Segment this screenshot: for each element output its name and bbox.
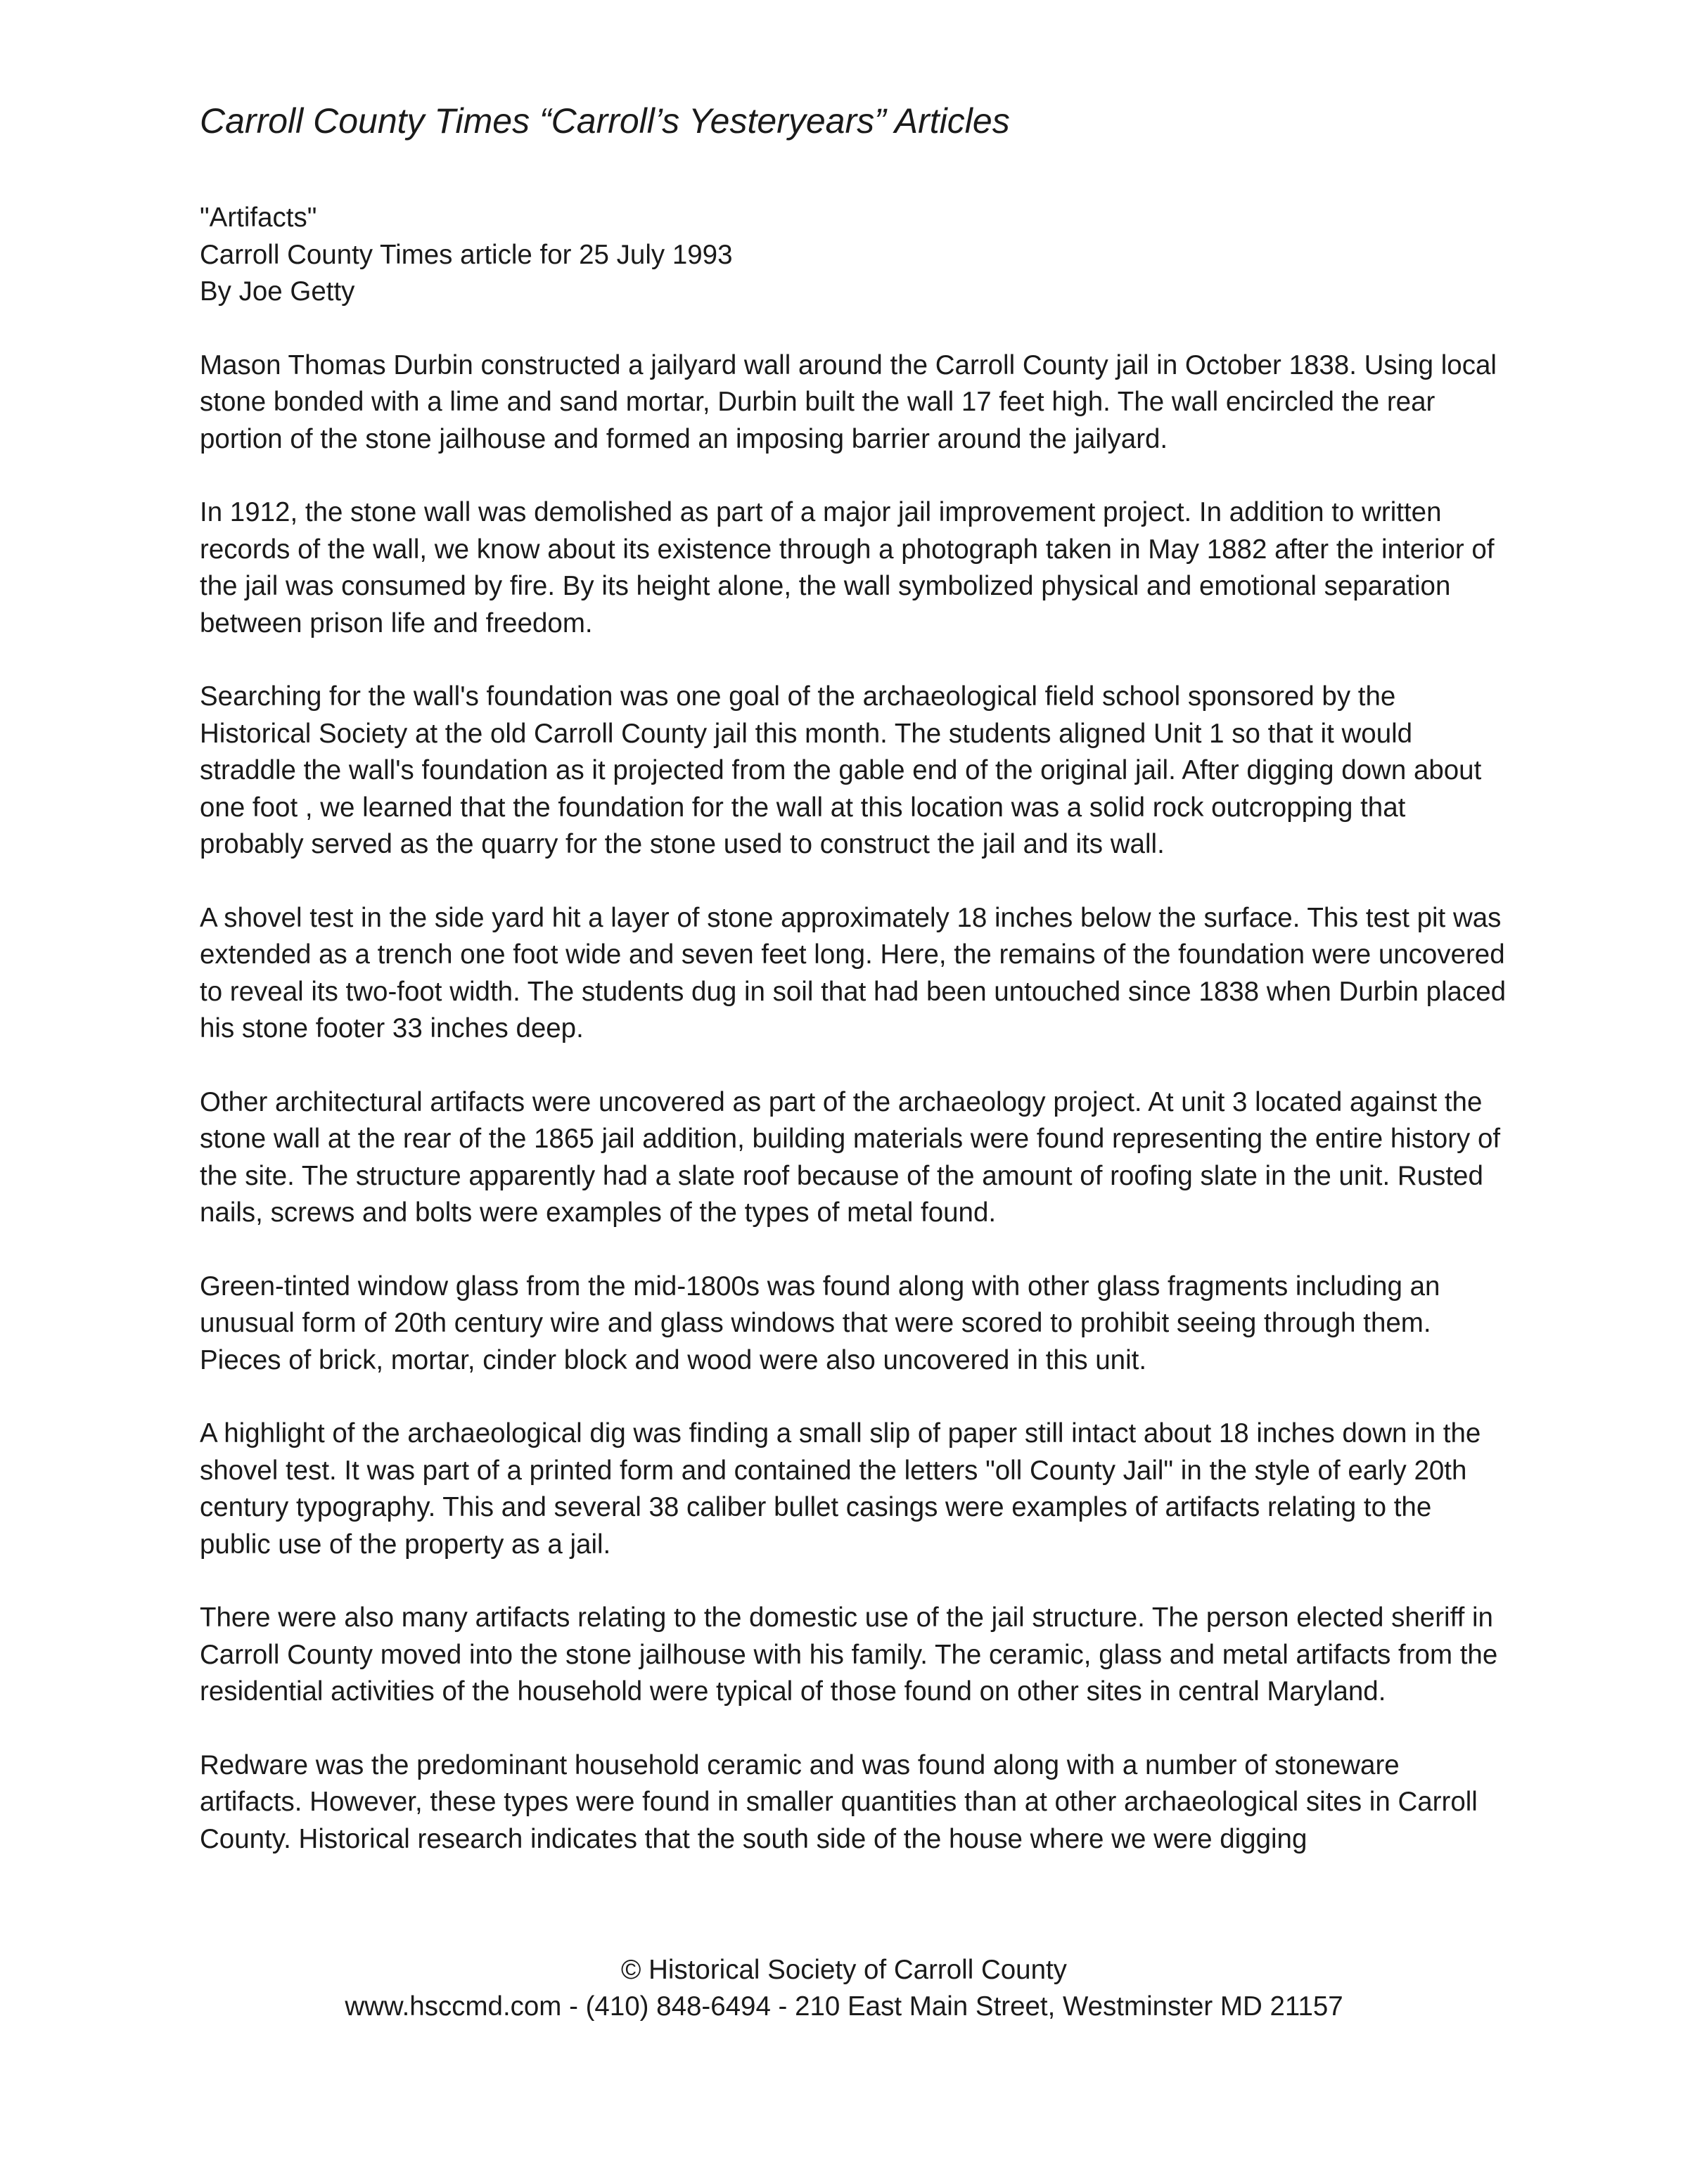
- page-footer: [0, 1952, 1688, 2025]
- footer-copyright: © Historical Society of Carroll County: [621, 1955, 1067, 1985]
- article-meta: [200, 200, 1508, 311]
- article-paragraph: Green-tinted window glass from the mid-1800s was found along with other glass fragments including an unusual form of 20th century wire and glass windows that were scored to prohibit seeing through them. Pieces of brick, mortar, cinder block and wood were also uncovered in this unit.: [200, 1271, 1440, 1375]
- footer-contact: www.hsccmd.com - (410) 848-6494 - 210 East Main Street, Westminster MD 21157: [345, 1991, 1343, 2022]
- article-title: "Artifacts": [200, 203, 317, 233]
- article-paragraph: A shovel test in the side yard hit a layer of stone approximately 18 inches below the surface. This test pit was extended as a trench one foot wide and seven feet long. Here, the remains of the foundation were uncovered to reveal its two-foot width. The students dug in soil that had been untouched since 1838 when Durbin placed his stone footer 33 inches deep.: [200, 902, 1507, 1043]
- article-paragraph: There were also many artifacts relating to the domestic use of the jail structure. The person elected sheriff in Carroll County moved into the stone jailhouse with his family. The ceramic, glass and metal artifacts from the residential activities of the household were typical of those found on other sites in central Maryland.: [200, 1602, 1498, 1707]
- article-body: [200, 200, 1508, 1858]
- article-paragraph: Redware was the predominant household ceramic and was found along with a number of stoneware artifacts. However, these types were found in smaller quantities than at other archaeological sites in Carroll County. Historical research indicates that the south side of the house where we were digging: [200, 1749, 1478, 1854]
- article-paragraph: Searching for the wall's foundation was one goal of the archaeological field school sponsored by the Historical Society at the old Carroll County jail this month. The students aligned Unit 1 so that it would straddle the wall's foundation as it projected from the gable end of the original jail. After digging down about one foot , we learned that the foundation for the wall at this location was a solid rock outcropping that probably served as the quarry for the stone used to construct the jail and its wall.: [200, 681, 1482, 859]
- article-paragraph: Mason Thomas Durbin constructed a jailyard wall around the Carroll County jail in October 1838. Using local stone bonded with a lime and sand mortar, Durbin built the wall 17 feet high. The wall encircled the rear portion of the stone jailhouse and formed an imposing barrier around the jailyard.: [200, 349, 1497, 454]
- article-paragraph: Other architectural artifacts were uncovered as part of the archaeology project. At unit 3 located against the stone wall at the rear of the 1865 jail addition, building materials were found representing the entire history of the site. The structure apparently had a slate roof because of the amount of roofing slate in the unit. Rusted nails, screws and bolts were examples of the types of metal found.: [200, 1086, 1501, 1228]
- publication-line: Carroll County Times article for 25 July 1993: [200, 239, 733, 270]
- article-paragraph: A highlight of the archaeological dig was finding a small slip of paper still intact about 18 inches down in the shovel test. It was part of a printed form and contained the letters "oll County Jail" in the style of early 20th century typography. This and several 38 caliber bullet casings were examples of artifacts relating to the public use of the property as a jail.: [200, 1418, 1481, 1560]
- byline: By Joe Getty: [200, 276, 355, 307]
- article-paragraph: In 1912, the stone wall was demolished as part of a major jail improvement project. In addition to written records of the wall, we know about its existence through a photograph taken in May 1882 after the interior of the jail was consumed by fire. By its height alone, the wall symbolized physical and emotional separation between prison life and freedom.: [200, 497, 1495, 638]
- document-header-title: Carroll County Times “Carroll’s Yesteryears” Articles: [200, 101, 1010, 141]
